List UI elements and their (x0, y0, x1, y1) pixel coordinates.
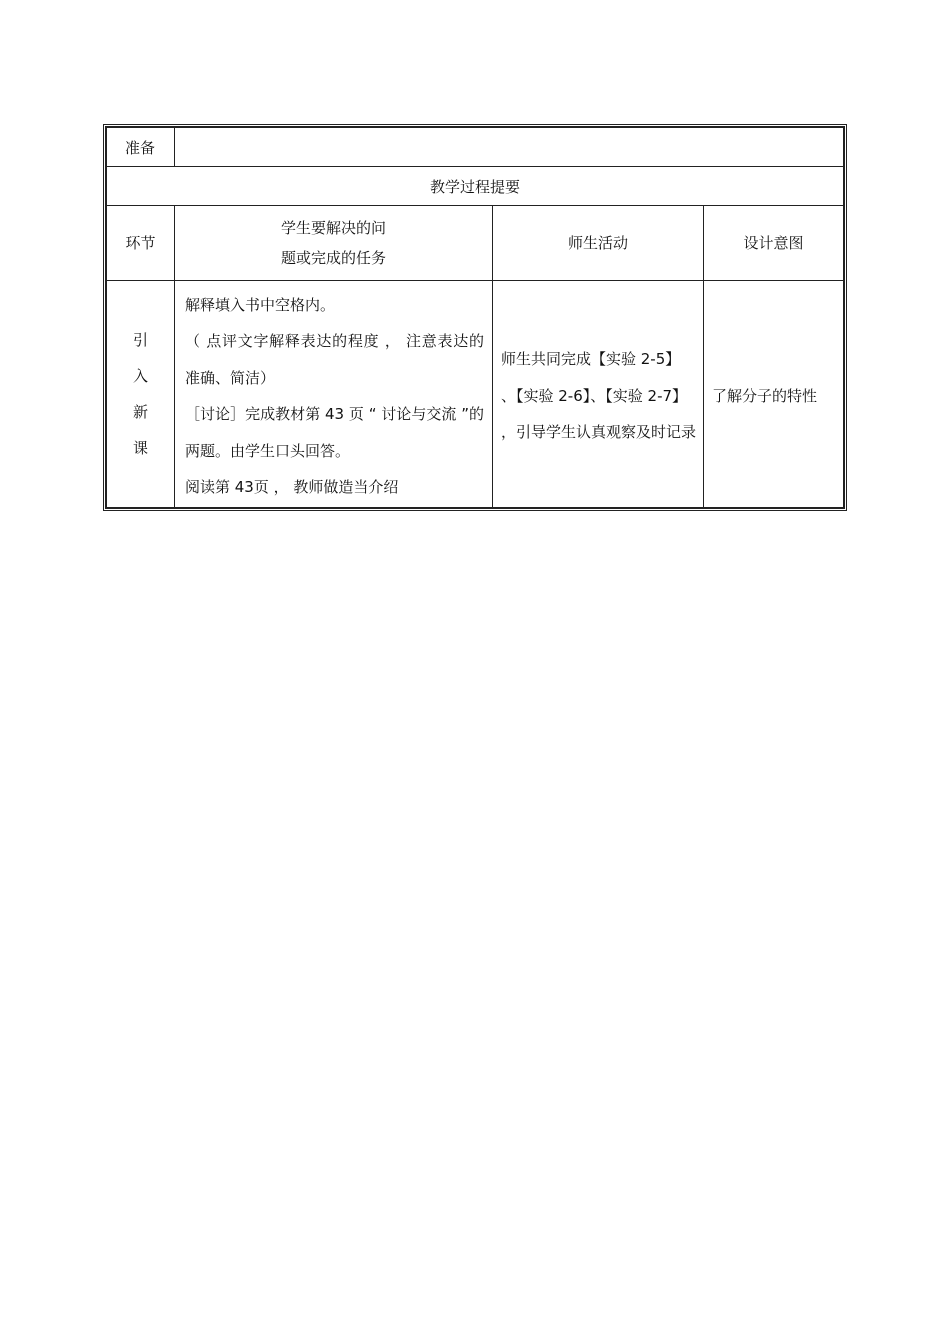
teaching-process-table (106, 127, 844, 508)
task-line: 解释填入书中空格内。 (185, 295, 336, 314)
section-title: 教学过程提要 (107, 167, 844, 206)
header-row (107, 206, 844, 281)
stage-char: 课 (132, 439, 148, 457)
header-task (175, 206, 493, 281)
task-line: 阅读第 43页 ， 教师做造当介绍 (185, 478, 399, 496)
header-activity: 师生活动 (493, 206, 704, 281)
header-task-line1: 学生要解决的问 (280, 219, 386, 237)
header-stage: 环节 (107, 206, 175, 281)
intent-text: 了解分子的特性 (712, 387, 818, 405)
header-task-line2: 题或完成的任务 (280, 249, 386, 267)
activity-cell (493, 281, 704, 508)
task-line: （ 点评文字解释表达的程度 ， 注意表达的准确、简洁） (185, 332, 484, 387)
lesson-plan-table (103, 124, 847, 511)
prep-row (107, 128, 844, 167)
activity-text: 师生共同完成【实验 2-5】 、【实验 2-6】、【实验 2-7】 ，引导学生认真观察及时记录 (501, 350, 697, 442)
stage-char: 入 (132, 367, 148, 385)
task-cell (175, 281, 493, 508)
task-line: ［讨论］完成教材第 43 页 “ 讨论与交流 ”的两题。由学生口头回答。 (185, 405, 484, 460)
header-intent: 设计意图 (704, 206, 844, 281)
stage-char: 新 (132, 403, 148, 421)
stage-char: 引 (132, 331, 148, 349)
stage-cell (107, 281, 175, 508)
prep-label: 准备 (107, 128, 175, 167)
intent-cell (704, 281, 844, 508)
section-title-row (107, 167, 844, 206)
table-row (107, 281, 844, 508)
prep-value (175, 128, 844, 167)
